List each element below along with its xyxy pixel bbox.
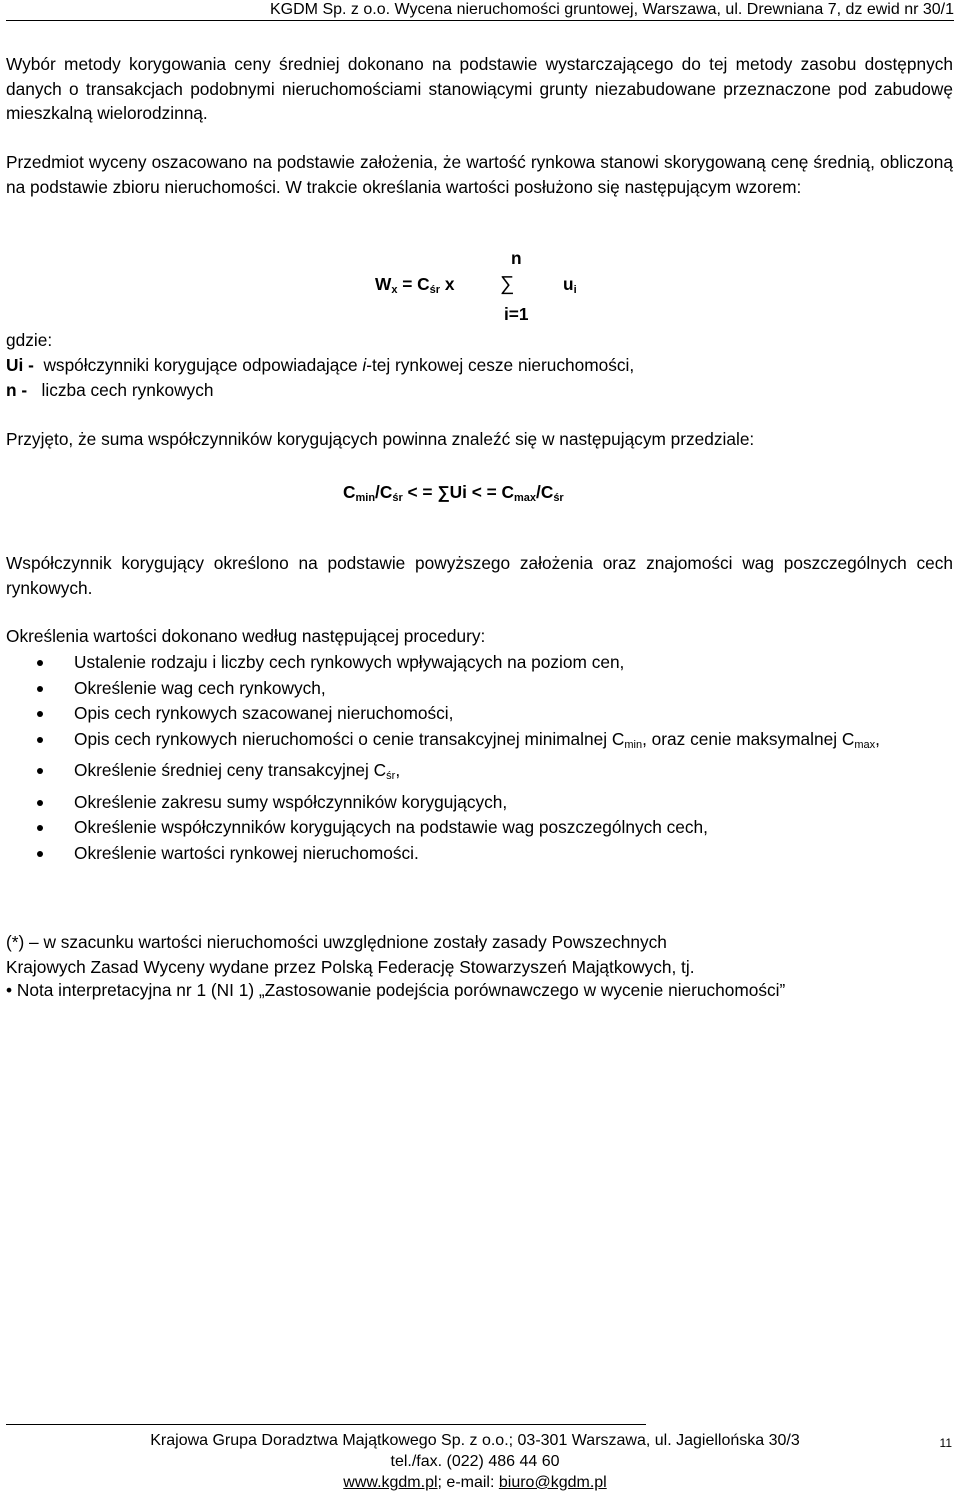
list-item: Ustalenie rodzaju i liczby cech rynkowych wpływających na poziom cen, — [6, 650, 953, 676]
page-header — [6, 0, 954, 21]
list-item: Opis cech rynkowych szacowanej nieruchomości, — [6, 701, 953, 727]
sum-upper-limit: n — [511, 248, 522, 268]
footer-company: Krajowa Grupa Doradztwa Majątkowego Sp. z o.o.; 03-301 Warszawa, ul. Jagiellońska 30/3 — [150, 1432, 800, 1449]
paragraph-text: Współczynnik korygujący określono na podstawie powyższego założenia oraz znajomości wag poszczególnych cech rynkowych. — [6, 553, 953, 598]
footer-contact: www.kgdm.pl; e-mail: biuro@kgdm.pl — [343, 1474, 607, 1491]
note-line: Krajowych Zasad Wyceny wydane przez Polską Federację Stowarzyszeń Majątkowych, tj. — [6, 957, 695, 977]
bullet-icon — [37, 851, 43, 857]
paragraph-text: Przedmiot wyceny oszacowano na podstawie założenia, że wartość rynkowa stanowi skorygowaną cenę średnią, obliczoną na podstawie zbioru nieruchomości. W trakcie określania wartości posłużono się następującym wzorem: — [6, 152, 953, 197]
list-item: Opis cech rynkowych nieruchomości o cenie transakcyjnej minimalnej $C_{min}$, oraz cenie maksymalnej $C_{max}$, — [6, 727, 953, 759]
bullet-icon — [37, 737, 43, 743]
paragraph-method-choice — [6, 52, 953, 126]
page-number: 11 — [939, 1436, 952, 1450]
footer-divider — [6, 1424, 646, 1425]
website-link[interactable]: www.kgdm.pl — [343, 1474, 438, 1491]
definition-term: Ui - — [6, 355, 34, 375]
paragraph-procedure: Określenia wartości dokonano według następującej procedury: — [6, 626, 486, 646]
bullet-icon — [37, 768, 43, 774]
list-item: Określenie współczynników korygujących na podstawie wag poszczególnych cech, — [6, 815, 953, 841]
sum-lower-limit: i=1 — [504, 304, 529, 324]
paragraph-text: Wybór metody korygowania ceny średniej dokonano na podstawie wystarczającego do tej metody zasobu dostępnych danych o transakcjach podobnymi nieruchomościami stanowiącymi grunty niezabudowane przeznaczone pod zabudowę mieszkalną wielorodzinną. — [6, 54, 953, 123]
bullet-icon — [37, 686, 43, 692]
list-item: Określenie średniej ceny transakcyjnej $C_{śr}$, — [6, 758, 953, 790]
bullet-icon — [37, 711, 43, 717]
note-line: (*) – w szacunku wartości nieruchomości uwzględnione zostały zasady Powszechnych — [6, 932, 667, 952]
range-formula: $C_{min}/C_{śr}$ < = ∑Ui < = $C_{max}/C_{śr}$ — [343, 482, 564, 504]
formula-lhs: $W_x = C_{śr}$ x — [375, 274, 455, 296]
definition-term: n - — [6, 380, 28, 400]
header-title: KGDM Sp. z o.o. Wycena nieruchomości gruntowej, Warszawa, ul. Drewniana 7, dz ewid nr 30/1 — [270, 1, 954, 18]
definition-ui: Ui - współczynniki korygujące odpowiadające i-tej rynkowej cesze nieruchomości, — [6, 355, 635, 375]
footer-phone: tel./fax. (022) 486 44 60 — [390, 1453, 560, 1470]
formula-ui: $u_i$ — [563, 274, 577, 296]
bullet-icon — [37, 660, 43, 666]
email-link[interactable]: biuro@kgdm.pl — [498, 1474, 607, 1491]
where-label: gdzie: — [6, 330, 53, 350]
paragraph-valuation-assumption — [6, 150, 953, 199]
bullet-icon — [37, 825, 43, 831]
page-footer — [60, 1430, 890, 1493]
definition-n: n - liczba cech rynkowych — [6, 380, 214, 400]
bullet-icon — [37, 800, 43, 806]
procedure-list — [6, 650, 953, 866]
list-item: Określenie wag cech rynkowych, — [6, 676, 953, 702]
sum-symbol: ∑ — [500, 273, 515, 295]
list-item: Określenie wartości rynkowej nieruchomości. — [6, 841, 953, 867]
paragraph-coefficient — [6, 551, 953, 600]
note-reference: • Nota interpretacyjna nr 1 (NI 1) „Zastosowanie podejścia porównawczego w wycenie nieruchomości” — [6, 980, 786, 1000]
list-item: Określenie zakresu sumy współczynników korygujących, — [6, 790, 953, 816]
paragraph-range: Przyjęto, że suma współczynników korygujących powinna znaleźć się w następującym przedziale: — [6, 429, 755, 449]
